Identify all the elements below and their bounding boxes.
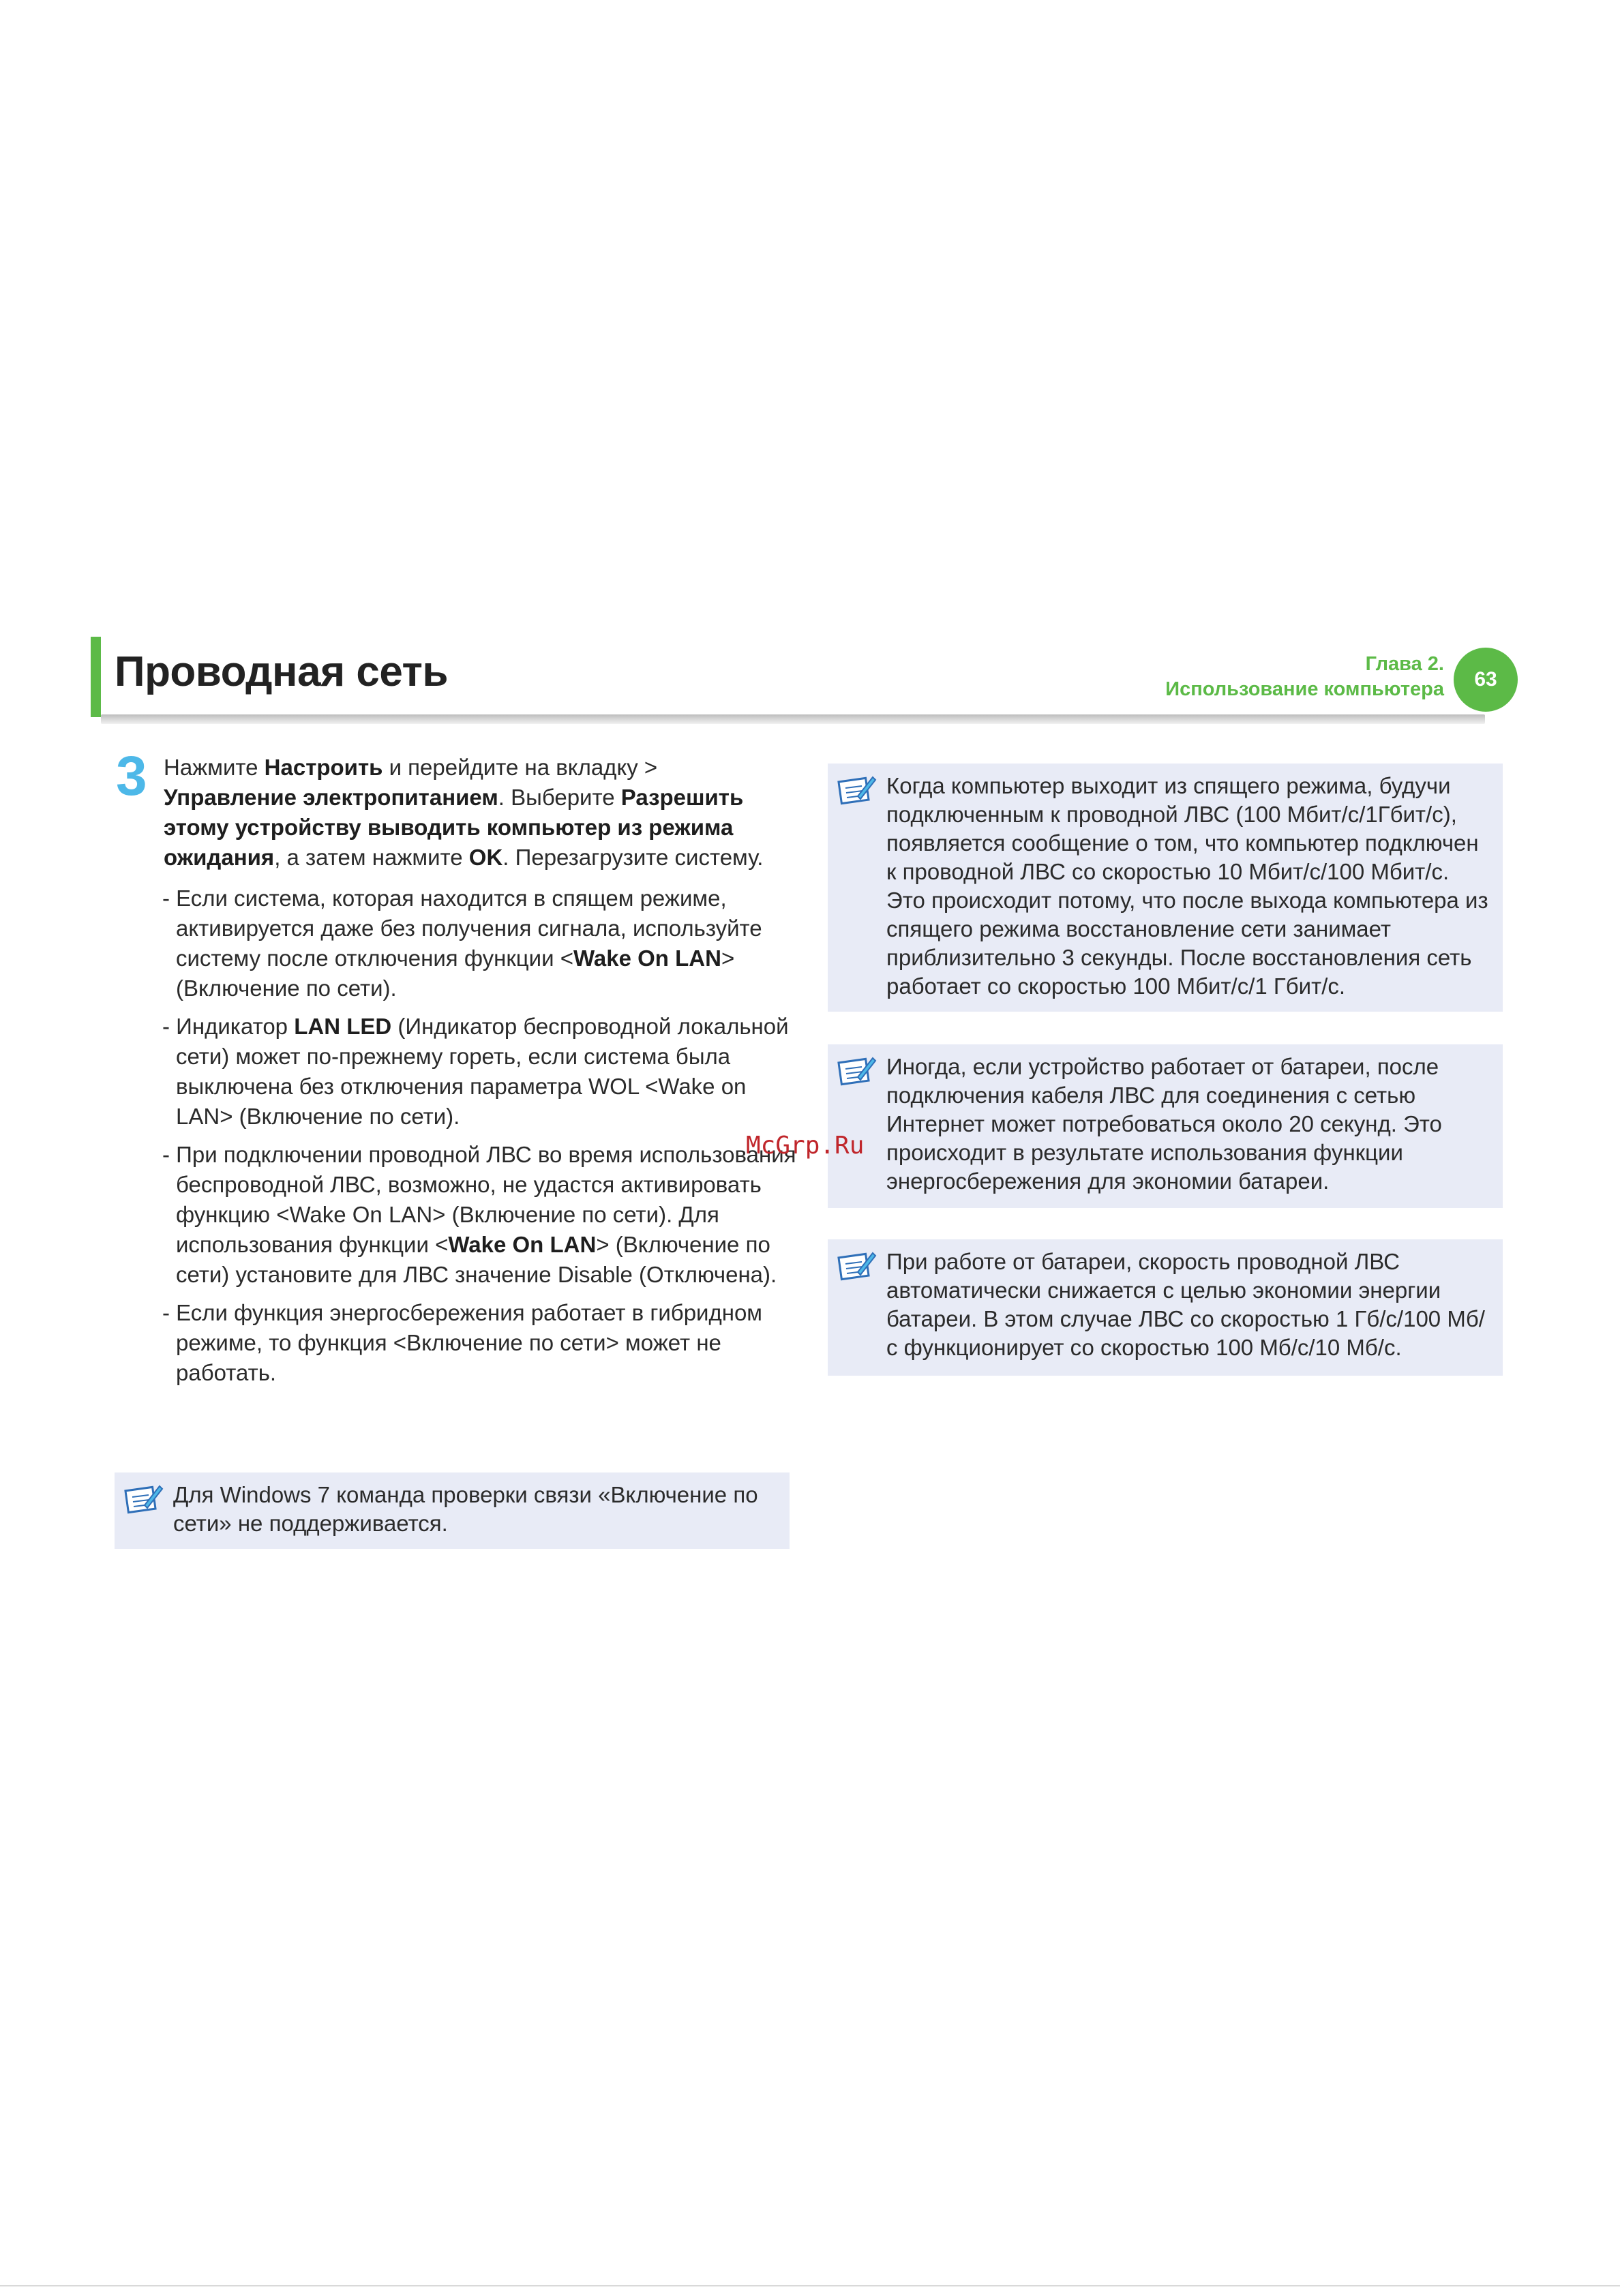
step-bold-allow-wake: Разрешить этому устройству выводить компьютер из режима ожидания [164, 785, 744, 870]
note-box-windows7 [115, 1472, 790, 1549]
bullet-1-text: - Если система, которая находится в спящем режиме, активируется даже без получения сигнала, используйте систему после отключения функции < [162, 886, 762, 971]
list-item [162, 1298, 796, 1388]
step-text-3: . Выберите [498, 785, 621, 810]
bullet-2-text-end: (Индикатор беспроводной локальной сети) может по-прежнему гореть, если система была выключена без отключения параметра WOL <Wake on LAN> (Включение по сети). [176, 1014, 789, 1129]
note-pencil-icon [124, 1482, 164, 1516]
bullet-1-text-end: > (Включение по сети). [176, 946, 735, 1001]
step-instruction [164, 753, 791, 873]
note-text: Иногда, если устройство работает от батареи, после подключения кабеля ЛВС для соединения с сетью Интернет может потребоваться около 20 секунд. Это происходит в результате использования функции энергосбережения для экономии батареи. [886, 1054, 1442, 1194]
section-accent-bar [91, 637, 101, 717]
step-bold-ok: OK [468, 845, 503, 870]
title-divider [101, 714, 1485, 724]
note-pencil-icon [837, 1249, 877, 1283]
note-pencil-icon [837, 773, 877, 807]
note-text: При работе от батареи, скорость проводной ЛВС автоматически снижается с целью экономии энергии батареи. В этом случае ЛВС со скоростью 1 Гб/с/100 Мб/с функционирует со скоростью 100 Мб/с/10 Мб/с. [886, 1249, 1485, 1360]
step-number: 3 [116, 745, 147, 807]
step-bold-configure: Настроить [264, 755, 383, 780]
note-text: Когда компьютер выходит из спящего режима, будучи подключенным к проводной ЛВС (100 Мбит/с/1Гбит/с), появляется сообщение о том, что компьютер подключен к проводной ЛВС со скоростью 10 Мбит/с/100 Мбит/с. Это происходит потому, что после выхода компьютера из спящего режима восстановление сети занимает приблизительно 3 секунды. После восстановления сеть работает со скоростью 100 Мбит/с/1 Гбит/с. [886, 773, 1488, 999]
bullet-1-bold: Wake On LAN [573, 946, 721, 971]
step-notes-list [162, 883, 796, 1396]
note-box-wake-speed [828, 764, 1503, 1012]
bullet-2-text: - Индикатор [162, 1014, 295, 1039]
step-text-5: . Перезагрузите систему. [502, 845, 764, 870]
bullet-3-bold: Wake On LAN [448, 1232, 597, 1257]
step-text-2: и перейдите на вкладку > [382, 755, 658, 780]
list-item [162, 1012, 796, 1132]
page-bottom-edge [0, 2285, 1620, 2286]
step-bold-power-tab: Управление электропитанием [164, 785, 498, 810]
step-text-4: , а затем нажмите [274, 845, 469, 870]
bullet-2-bold: LAN LED [294, 1014, 392, 1039]
list-item [162, 1140, 796, 1290]
page-title: Проводная сеть [115, 648, 448, 695]
note-box-battery-delay [828, 1044, 1503, 1208]
note-box-battery-speed [828, 1239, 1503, 1376]
step-text-1: Нажмите [164, 755, 265, 780]
bullet-4-text: - Если функция энергосбережения работает в гибридном режиме, то функция <Включение по сети> может не работать. [162, 1300, 762, 1385]
note-pencil-icon [837, 1054, 877, 1088]
chapter-label [1165, 652, 1444, 702]
bullet-3-text-end: > (Включение по сети) установите для ЛВС значение Disable (Отключена). [176, 1232, 777, 1287]
note-text: Для Windows 7 команда проверки связи «Включение по сети» не поддерживается. [173, 1482, 758, 1536]
list-item [162, 883, 796, 1003]
bullet-3-text: - При подключении проводной ЛВС во время использования беспроводной ЛВС, возможно, не удастся активировать функцию <Wake On LAN> (Включение по сети). Для использования функции < [162, 1142, 796, 1257]
watermark: McGrp.Ru [746, 1132, 865, 1160]
page-number-badge: 63 [1454, 648, 1518, 712]
chapter-number: Глава 2. [1365, 653, 1444, 675]
chapter-title: Использование компьютера [1165, 678, 1444, 700]
